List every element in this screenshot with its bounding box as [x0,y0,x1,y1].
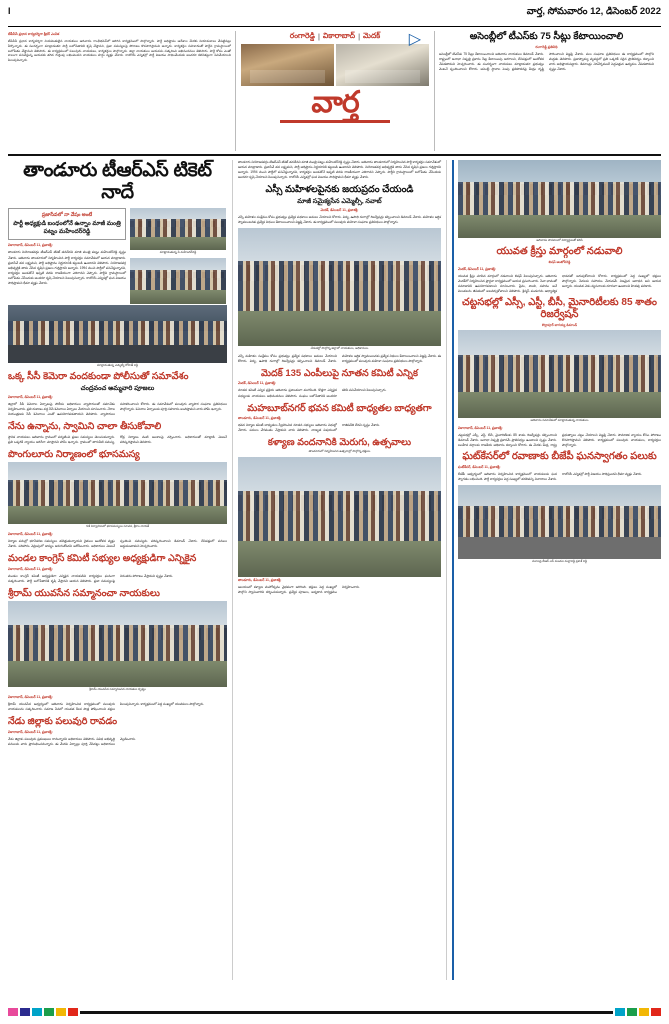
lead-body: తాండూరు నియోజకవర్గం టీఆర్‌ఎస్ టికెట్ తనదేనని మాజీ మంత్రి పట్నం మహేందర్‌రెడ్డి స్పష్టం చేశారు. ఆదివారం తాండూరులో నిర్వహించిన పార్టీ కార్యకర్తల సమావేశంలో ఆయన మాట్లాడారు. ప్రజాసేవే తన లక్ష్యమని, పార్టీ అధిష్టానం నిర్ణయానికి కట్టుబడి ఉంటానని తెలిపారు. నియోజకవర్గ అభివృద్ధికి తాను చేసిన కృషిని ప్రజలు గుర్తిస్తారని అన్నారు. 1994 నుంచి పార్టీలో పనిచేస్తున్నానని, కార్యకర్తల అండతోనే ఇప్పటి వరకు రాజకీయంగా ఎదిగానని చెప్పారు. పార్టీని గ్రామస్థాయిలో బలోపేతం చేసేందుకు అందరూ కృషి చేయాలని పిలుపునిచ్చారు. రాబోయే ఎన్నికల్లో ఘన విజయం సాధిస్తామని ధీమా వ్యక్తం చేశారు. [8,250,126,285]
swatch-green-right [627,1008,637,1016]
bar-rule [80,1011,613,1014]
story-dateline-land: వికారాబాద్, డిసెంబర్ 11, ప్రజాశక్తి: [8,532,53,537]
story-dateline-sc-women: మెదక్, డిసెంబర్ 11, ప్రజాశక్తి: [320,208,359,213]
column-one [8,160,227,980]
masthead-photo-monument [336,44,429,86]
date-line: వార్త, సోమవారం 12, డిసెంబర్ 2022 [526,6,661,17]
story-body-sc-women: ఎస్సీ మహిళల సంక్షేమం కోసం ప్రభుత్వం ప్రత్యేక పథకాలు అమలు చేయాలని కోరారు. విద్య, ఉపాధి రంగాల్లో రిజర్వేషన్లు కల్పించాలని డిమాండ్ చేశారు. మహిళల ఆర్థిక స్వావలంబనకు ప్రత్యేక నిధులు కేటాయించాలని విజ్ఞప్తి చేశారు. ఈ కార్యక్రమంలో పలువురు మహిళా సంఘాల ప్రతినిధులు పాల్గొన్నారు. [237,215,441,225]
top-band [8,31,661,151]
story-heading-bjp: ఘట్‌కేసర్‌లో రవాణాకు బీజేపీ ఘనస్వాగతం పలుకు [462,451,657,463]
edition-vikarabad: వికారాబాద్ [322,31,356,40]
editorial-block [8,31,236,151]
story-body-bjp: బీజేపీ ఆధ్వర్యంలో ఆదివారం నిర్వహించిన కార్యక్రమంలో నాయకులకు ఘన స్వాగతం లభించింది. పార్టీ కార్యకర్తలు పెద్ద సంఖ్యలో తరలివచ్చి నినాదాలు చేశారు. రాబోయే ఎన్నికల్లో పార్టీ విజయం సాధిస్తుందని ధీమా వ్యక్తం చేశారు. [457,472,643,482]
story-dateline-building: తాండూరు, డిసెంబర్ 11, ప్రజాశక్తి: [237,415,282,420]
edition-strip [241,31,429,42]
story-heading-reservation: చట్టసభల్లో ఎస్సీ, ఎస్టీ, బీసీ, మైనారిటీలకు 85 శాతం రిజర్వేషన్ [462,297,657,321]
caption-vehicle-rally: మూలపై బీఆర్ ఎస్ మండల మల్లారెడ్డి ప్రకాశ్ రెడ్డి [532,559,587,564]
story-subheading-youth-christ: బిషప్ ఆంటోనీరెడ్డి [548,259,571,264]
masthead-photo-temple [241,44,334,86]
photo-puja-ceremony [238,228,441,346]
masthead-photo-row [241,44,429,86]
story-body-visit: నేడు జిల్లాకు పలువురు ప్రముఖులు రానున్నారని అధికారులు తెలిపారు. వివిధ అభివృద్ధి పనులను వారు ప్రారంభించనున్నారు. ఈ మేరకు ఏర్పాట్లు పూర్తి చేసినట్లు అధికారులు వెల్లడించారు. [8,736,136,746]
story-dateline-yuvasena: వికారాబాద్, డిసెంబర్ 11, ప్రజాశక్తి: [8,695,53,700]
story-body-cctv: జిల్లాలో సీసీ కెమెరాల ఏర్పాటుపై పోలీసు అధికారులు వ్యాపారులతో సమావేశం నిర్వహించారు. ప్రతి దుకాణం వద్ద సీసీ కెమెరాలు ఏర్పాటు చేయాలని సూచించారు. నేరాల నియంత్రణకు సీసీ కెమెరాలు ఎంతో ఉపయోగపడతాయని తెలిపారు. వ్యాపారులు సహకరించాలని కోరారు. ఈ సమావేశంలో పలువురు వ్యాపార సంఘాల ప్రతినిధులు పాల్గొన్నారు. కెమెరాల ఏర్పాటుకు పూర్తి సహకారం అందిస్తామని వారు హామీ ఇచ్చారు. [8,402,227,417]
swatch-yellow [56,1008,66,1016]
photo-land-inspection [8,462,227,524]
photo-yuvasena-felicitation [8,601,227,687]
brand-block [241,31,429,151]
swatch-magenta [8,1008,18,1016]
photo-leader-portrait [130,208,226,250]
lead-photo-caption-1: మాట్లాడుతున్న పి.మహేందర్‌రెడ్డి [159,249,197,254]
caption-kalyanam: తాండూరులో నిర్వహించిన ఉత్సవాల్లో పాల్గొన్న భక్తులు [308,449,371,454]
story-heading-congress: మండల కాంగ్రెస్ కమిటీ సభ్యుల అధ్యక్షుడిగా ఎన్నికైన [8,553,197,565]
story-heading-cctv: ఒక్క సీసీ కెమెరా వందకుండా పోలీసుతో సమావేశం [8,371,189,383]
swatch-blue [20,1008,30,1016]
page-marker: I [8,6,12,16]
brand-underline [280,120,390,123]
photo-group-gathering [130,258,226,304]
story-heading-building: మహబూబ్‌నగర్ భవన కమిటీ బాధ్యతల బాధ్యతగా [247,402,432,414]
brand-title: వార్త [311,86,359,119]
column-two [232,160,447,980]
caption-land-inspection: గణి నిర్వాహణలో భూసమస్యలు సూచన, శ్రీరాం నాయక్ [85,524,150,529]
story-body-land: నిర్మాణ పనుల్లో భూసేకరణ సమస్యలు తలెత్తుతున్నాయని రైతులు ఆందోళన వ్యక్తం చేశారు. పరిహారం చెల్లింపులో జాప్యం జరుగుతోందని ఆరోపించారు. అధికారులు వెంటనే స్పందించి సమస్యను పరిష్కరించాలని డిమాండ్ చేశారు. లేనిపక్షంలో పనులు అడ్డుకుంటామని హెచ్చరించారు. [8,539,227,549]
lead-subhead-2: పార్టీ అధ్యక్షుడి బంధంలోనే ఉన్నాం మాజీ మంత్రి పట్నం మహేందర్‌రెడ్డి [13,220,121,236]
story-body-yuvasena: శ్రీరామ్ యువసేన ఆధ్వర్యంలో ఆదివారం నిర్వహించిన కార్యక్రమంలో పలువురు నాయకులను సత్కరించారు. సమాజ సేవలో యువత కీలక పాత్ర పోషించాలని వక్తలు పిలుపునిచ్చారు. కార్యక్రమంలో పెద్ద సంఖ్యలో యువకులు పాల్గొన్నారు. [8,702,205,712]
edition-medak: మెదక్ [363,31,381,40]
story-dateline-kalyanam: తాండూరు, డిసెంబర్ 11, ప్రజాశక్తి: [237,578,282,583]
story-dateline-reservation: వికారాబాద్, డిసెంబర్ 11, ప్రజాశక్తి: [457,425,503,430]
lead-headline: తాండూరు టీఆర్‌ఎస్ టికెట్ నాదే [23,160,212,203]
photo-festival-group [238,457,441,577]
lead-subhead-1: ప్రజాసేవలో నా వేషం అంటే [41,211,93,218]
caption-reservation-meeting: ఆదివారం సమావేశంలో మాట్లాడుతున్న నాయకులు [530,418,589,423]
col2-continued-body: ఎస్సీ మహిళల సంక్షేమం కోసం ప్రభుత్వం ప్రత్యేక పథకాలు అమలు చేయాలని కోరారు. విద్య, ఉపాధి రంగాల్లో రిజర్వేషన్లు కల్పించాలని డిమాండ్ చేశారు. మహిళల ఆర్థిక స్వావలంబనకు ప్రత్యేక నిధులు కేటాయించాలని విజ్ఞప్తి చేశారు. ఈ కార్యక్రమంలో పలువురు మహిళా సంఘాల ప్రతినిధులు పాల్గొన్నారు. [237,354,441,364]
lead-dateline: వికారాబాద్, డిసెంబర్ 11, ప్రజాశక్తి: [8,243,53,248]
story-subheading-cctv: చంద్రవంచ అమ్మవారి పూజలు [80,384,155,392]
edition-rangareddy: రంగారెడ్డి [289,31,315,40]
editorial-title: టీపీసీసీ ప్రధాన కార్యదర్శిగా శ్రీధర్ ఎంపిక [8,32,60,36]
story-subheading-sc-women: మాజీ సమైక్యసేన ఎమ్మెల్సీ, నవాబ్ [297,197,382,205]
story-dateline-committee: మెదక్, డిసెంబర్ 11, ప్రజాశక్తి: [237,381,276,386]
story-heading-committee: మెదక్ 135 ఎంపీలుపై నూతన కమిటీ ఎన్నిక [261,368,418,380]
story-heading-land: పొంగులూరు నిర్మాణంలో భూసమస్య [8,448,140,460]
masthead-rule [8,154,661,156]
story-body-building: భవన నిర్మాణ కమిటీ బాధ్యతలు స్వీకరించిన నూతన సభ్యులు ఆదివారం విధుల్లో చేరారు. పనులు వేగవంతం చేస్తామని వారు తెలిపారు. నాణ్యత విషయంలో రాజీపడేది లేదని స్పష్టం చేశారు. [237,422,380,433]
story-dateline-visit: వికారాబాద్, డిసెంబర్ 11, ప్రజాశక్తి: [8,729,53,734]
story-heading-visit: నేడు జిల్లాకు పలువురి రావడం [8,716,118,728]
story-dateline-bjp: ఘట్‌కేసర్, డిసెంబర్ 11, ప్రజాశక్తి: [457,465,501,470]
story-heading-swami: నేను ఉన్నాను, స్వామిని చాలా తీసుకోవాలి [8,421,162,433]
swatch-cyan [32,1008,42,1016]
assembly-body: అసెంబ్లీలో టీఎస్‌కు 75 సీట్లు కేటాయించాలని ఆదివారం నాయకులు డిమాండ్ చేశారు. రాష్ట్రంలో జనాభా నిష్పత్తి ప్రకారం సీట్ల కేటాయింపు జరగాలని, లేనిపక్షంలో ఆందోళన చేపడతామని హెచ్చరించారు. ఈ సందర్భంగా నాయకులు మాట్లాడుతూ ప్రభుత్వం వెంటనే స్పందించాలని కోరారు. అసెంబ్లీ స్థానాల పెంపు ప్రతిపాదనపై కేంద్రం దృష్టి సారించాలని విజ్ఞప్తి చేశారు. పలు సంఘాల ప్రతినిధులు ఈ కార్యక్రమంలో పాల్గొని మద్దతు తెలిపారు. ప్రజాస్వామ్య వ్యవస్థలో ప్రతి ఒక్కరికీ సరైన ప్రాతినిధ్యం దక్కాలని వారు అభిప్రాయపడ్డారు. డిమాండ్లు నెరవేర్చకుంటే పెద్దఎత్తున ఉద్యమం చేపడతామని స్పష్టం చేశారు. [439,51,654,71]
story-heading-youth-christ: యువత క్రీస్తు మార్గంలో నడువాలి [496,245,623,257]
col2-intro-body: తాండూరు నియోజకవర్గం టీఆర్‌ఎస్ టికెట్ తనదేనని మాజీ మంత్రి పట్నం మహేందర్‌రెడ్డి స్పష్టం చేశారు. ఆదివారం తాండూరులో నిర్వహించిన పార్టీ కార్యకర్తల సమావేశంలో ఆయన మాట్లాడారు. ప్రజాసేవే తన లక్ష్యమని, పార్టీ అధిష్టానం నిర్ణయానికి కట్టుబడి ఉంటానని తెలిపారు. నియోజకవర్గ అభివృద్ధికి తాను చేసిన కృషిని ప్రజలు గుర్తిస్తారని అన్నారు. 1994 నుంచి పార్టీలో పనిచేస్తున్నానని, కార్యకర్తల అండతోనే ఇప్పటి వరకు రాజకీయంగా ఎదిగానని చెప్పారు. పార్టీని గ్రామస్థాయిలో బలోపేతం చేసేందుకు అందరూ కృషి చేయాలని పిలుపునిచ్చారు. రాబోయే ఎన్నికల్లో ఘన విజయం సాధిస్తామని ధీమా వ్యక్తం చేశారు. [237,160,441,180]
lead-photo-caption-2: మాట్లాడుతున్న ఎమ్మెల్యే రోహిత్ రెడ్డి [97,362,138,367]
column-three [452,160,661,980]
story-heading-kalyanam: కళ్యాణ వందనానికి మెరుగు, ఉత్సవాలు [267,437,412,449]
caption-puja-ceremony: వేడుకల్లో పాల్గొన్న జిల్లాలో నాయకులు, అధికారులు [310,346,369,351]
edition-separator-1: | [317,32,320,41]
story-body-youth-christ: యువత క్రీస్తు చూపిన మార్గంలో నడవాలని బిషప్ పిలుపునిచ్చారు. ఆదివారం మెదక్‌లో నిర్వహించిన ప్రార్థనా కార్యక్రమంలో ఆయన ప్రసంగించారు. సేవా భావంతో సమాజానికి ఉపయోగపడాలని సూచించారు. ప్రేమ, శాంతి, సహనం అనే విలువలను జీవితంలో అలవర్చుకోవాలని తెలిపారు. క్రిస్మస్ పండుగను ఆధ్యాత్మిక భావనతో జరుపుకోవాలని కోరారు. కార్యక్రమంలో పెద్ద సంఖ్యలో భక్తులు పాల్గొన్నారు. పేదలకు సహాయం చేయడమే నిజమైన ఆరాధన అని ఆయన అన్నారు. యువత చెడు వ్యసనాలకు దూరంగా ఉండాలని హితవు పలికారు. [457,273,662,294]
photo-meeting-hall [8,305,227,363]
story-body-reservation: చట్టసభల్లో ఎస్సీ, ఎస్టీ, బీసీ, మైనారిటీలకు 85 శాతం రిజర్వేషన్లు కల్పించాలని డిమాండ్ చేశారు. జనాభా నిష్పత్తి ప్రకారమే ప్రాతినిధ్యం ఉండాలని స్పష్టం చేశారు. బలహీన వర్గాలకు రాజకీయ అధికారం దక్కాలని కోరారు. ఈ మేరకు కేంద్ర, రాష్ట్ర ప్రభుత్వాలు చట్టం చేయాలని విజ్ఞప్తి చేశారు. సామాజిక న్యాయం కోసం పోరాటం కొనసాగిస్తామని తెలిపారు. కార్యక్రమంలో పలువురు నాయకులు, కార్యకర్తలు పాల్గొన్నారు. [457,432,662,448]
story-dateline-cctv: వికారాబాద్, డిసెంబర్ 11, ప్రజాశక్తి: [8,395,53,400]
photo-vehicle-rally [458,485,661,559]
edition-separator-2: | [358,32,361,41]
editorial-body: టీపీసీసీ ప్రధాన కార్యదర్శిగా నియమితులైన నాయకులు ఆదివారం గాంధీభవన్‌లో జరిగిన కార్యక్రమంలో పాల్గొన్నారు. పార్టీ అధిష్టానం ఆదేశాల మేరకు నియామకాలు చేపట్టినట్లు పేర్కొన్నారు. ఈ సందర్భంగా మాట్లాడుతూ పార్టీ బలోపేతానికి కృషి చేస్తానని, ప్రజా సమస్యలపై పోరాటం కొనసాగిస్తామని అన్నారు. కార్యకర్తల సహకారంతో పార్టీని గ్రామస్థాయిలో బలోపేతం చేస్తామని తెలిపారు. ఈ కార్యక్రమంలో పలువురు నాయకులు, కార్యకర్తలు పాల్గొన్నారు. జిల్లా నాయకులు ఆయనను సత్కరించి అభినందనలు తెలిపారు. పార్టీ కోసం ఎంతో కాలంగా పనిచేస్తున్న ఆయనకు తగిన గుర్తింపు లభించిందని నాయకులు హర్షం వ్యక్తం చేశారు. రాబోయే ఎన్నికల్లో పార్టీ విజయం సాధించేందుకు అందరూ కలిసికట్టుగా పనిచేయాలని పిలుపునిచ్చారు. [8,39,231,63]
story-heading-yuvasena: శ్రీరామ్ యువసేన సమ్మానంచా నాయకులు [8,587,160,599]
swatch-red-right [651,1008,661,1016]
story-heading-sc-women: ఎస్సీ మహిళలపైనకు జయప్రదం చేయండి [265,184,414,196]
lead-subhead-box [8,208,126,241]
bird-logo-icon: ▷ [408,31,421,48]
story-body-swami: స్థానిక నాయకులు ఆదివారం గ్రామంలో పర్యటించి ప్రజల సమస్యలు తెలుసుకున్నారు. ప్రతి ఒక్కరికీ న్యాయం జరిగేలా చూస్తానని హామీ ఇచ్చారు. గ్రామంలో తాగునీటి సమస్య, రోడ్ల నిర్మాణం వంటి అంశాలపై చర్చించారు. అధికారులతో మాట్లాడి వెంటనే పరిష్కరిస్తామని తెలిపారు. [8,434,227,444]
color-registration-bar [8,1006,661,1018]
assembly-byline: రంగారెడ్డి ప్రతినిధి [535,44,558,49]
story-dateline-youth-christ: మెదక్, డిసెంబర్ 11, ప్రజాశక్తి: [457,266,496,271]
masthead [8,6,661,27]
assembly-headline: అసెంబ్లీలో టీఎస్‌కు 75 సీట్లు కేటాయించాలి [469,31,624,42]
story-subheading-reservation: కొల్లాపూర్ బాగయ్య డిమాండ్ [542,323,577,328]
story-body-kalyanam: ఆలయంలో కళ్యాణ మహోత్సవం వైభవంగా జరిగింది. భక్తులు పెద్ద సంఖ్యలో పాల్గొని స్వామివారిని దర్శించుకున్నారు. ప్రత్యేక పూజలు, అన్నదాన కార్యక్రమం నిర్వహించారు. [237,585,360,595]
caption-school-visit: ఆదివారం పాఠశాలలో విద్యార్థులతో కలిసి [536,238,583,242]
swatch-cyan-right [615,1008,625,1016]
swatch-green [44,1008,54,1016]
story-body-committee: నూతన కమిటీ ఎన్నిక ప్రక్రియ ఆదివారం ప్రశాంతంగా ముగిసింది. కొత్తగా ఎన్నికైన సభ్యులకు నాయకులు అభినందనలు తెలిపారు. సంఘం బలోపేతానికి అందరూ కలిసి పనిచేయాలని పిలుపునిచ్చారు. [237,388,387,398]
photo-reservation-meeting [458,330,661,418]
photo-school-visit [458,160,661,238]
story-body-congress: మండల కాంగ్రెస్ కమిటీ అధ్యక్షుడిగా ఎన్నికైన నాయకుడిని కార్యకర్తలు ఘనంగా సత్కరించారు. పార్టీ బలోపేతానికి కృషి చేస్తానని ఆయన తెలిపారు. ప్రజా సమస్యలపై నిరంతరం పోరాటం చేస్తామని స్పష్టం చేశారు. [8,573,174,583]
swatch-yellow-right [639,1008,649,1016]
assembly-story [434,31,654,151]
swatch-red [68,1008,78,1016]
caption-yuvasena: శ్రీరామ్ యువసేన సమ్మానించిన నాయకుల దృశ్యం [89,687,146,692]
main-content [8,160,661,980]
story-dateline-congress: వికారాబాద్, డిసెంబర్ 11, ప్రజాశక్తి: [8,566,53,571]
